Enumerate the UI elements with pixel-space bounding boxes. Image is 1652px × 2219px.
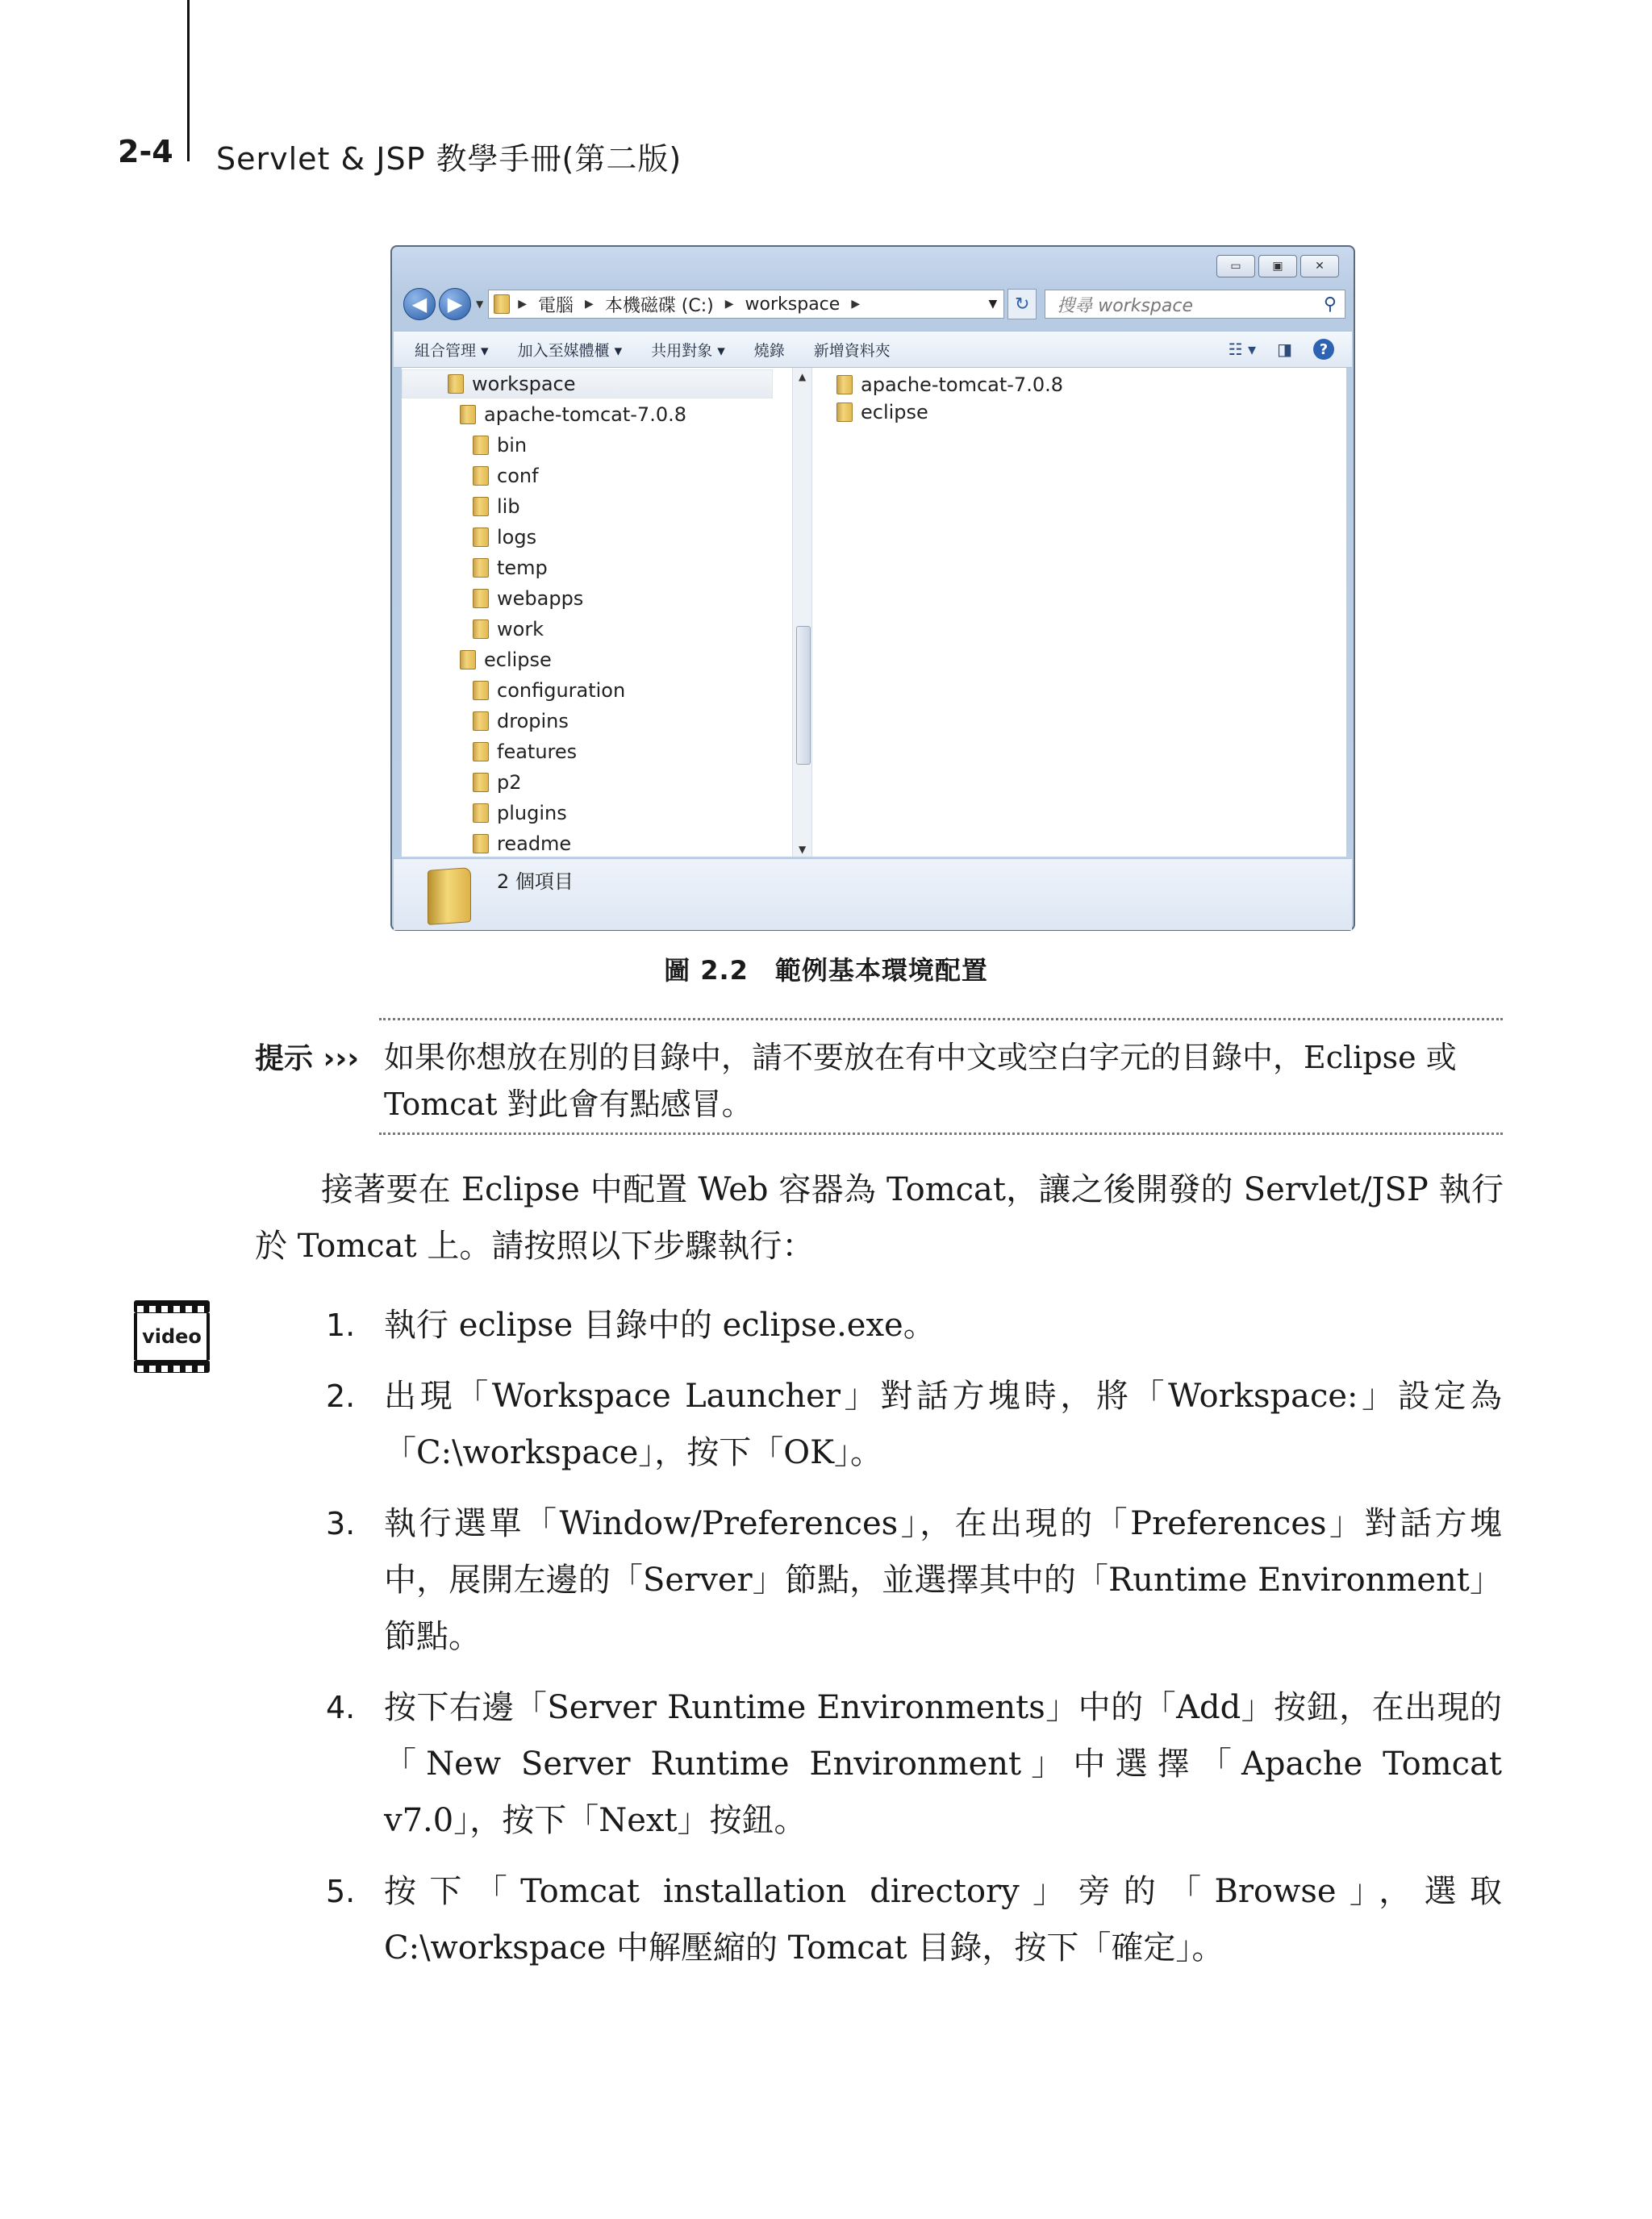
search-placeholder: 搜尋 workspace: [1057, 295, 1194, 316]
refresh-icon[interactable]: ↻: [1007, 289, 1037, 319]
step-number: 2.: [326, 1379, 356, 1414]
double-chevron-icon: ›››: [313, 1042, 360, 1075]
folder-icon: [473, 742, 489, 761]
command-toolbar: [394, 331, 1352, 368]
step-text: 出現「Workspace Launcher」對話方塊時，將「Workspace:」設定為「C:\workspace」，按下「OK」。: [384, 1378, 1502, 1471]
breadcrumb-drive[interactable]: 本機磁碟 (C:): [604, 295, 714, 316]
chevron-right-icon[interactable]: ▶: [585, 298, 594, 311]
folder-icon: [473, 834, 489, 853]
tip-bottom-divider: [379, 1132, 1503, 1135]
tree-item[interactable]: readme: [473, 829, 571, 857]
tree-item[interactable]: p2: [473, 768, 522, 797]
folder-icon: [460, 650, 476, 669]
tip-text: 如果你想放在別的目錄中，請不要放在有中文或空白字元的目錄中，Eclipse 或 Tomcat 對此會有點感冒。: [384, 1040, 1457, 1122]
navigation-tree: [402, 368, 792, 857]
chevron-right-icon[interactable]: ▶: [724, 298, 734, 311]
folder-icon: [473, 528, 489, 547]
video-icon: [134, 1300, 210, 1376]
scroll-down-icon[interactable]: ▼: [799, 844, 807, 855]
tree-item[interactable]: lib: [473, 492, 520, 521]
folder-icon: [473, 681, 489, 700]
tip-top-divider: [379, 1018, 1503, 1020]
folder-icon: [836, 375, 853, 394]
help-icon[interactable]: ?: [1313, 339, 1334, 360]
step-text: 執行選單「Window/Preferences」，在出現的「Preferences」對話方塊中，展開左邊的「Server」節點，並選擇其中的「Runtime Environment」節點。: [384, 1505, 1502, 1655]
preview-pane-icon[interactable]: ◨: [1277, 340, 1292, 359]
step-text: 按下「Tomcat installation directory」旁的「Browse」，選取 C:\workspace 中解壓縮的 Tomcat 目錄，按下「確定」。: [384, 1873, 1502, 1967]
step-number: 4.: [326, 1690, 356, 1725]
folder-icon: [473, 711, 489, 731]
view-options-icon[interactable]: ☷ ▾: [1228, 340, 1257, 359]
tree-item[interactable]: conf: [473, 461, 539, 490]
window-controls: [1216, 255, 1339, 277]
tree-item[interactable]: dropins: [473, 707, 569, 736]
list-item[interactable]: apache-tomcat-7.0.8: [836, 371, 1063, 398]
chevron-right-icon[interactable]: ▶: [851, 298, 861, 311]
scroll-up-icon[interactable]: ▲: [799, 371, 807, 382]
tree-item[interactable]: features: [473, 737, 577, 766]
tree-item[interactable]: configuration: [473, 676, 625, 705]
step-number: 5.: [326, 1874, 356, 1909]
forward-arrow-icon[interactable]: ▶: [439, 288, 471, 320]
tree-item[interactable]: work: [473, 615, 544, 644]
folder-icon: [494, 294, 510, 314]
folder-icon: [428, 867, 471, 925]
file-list: [811, 368, 1346, 857]
scroll-thumb[interactable]: [796, 626, 811, 765]
book-title: Servlet & JSP 教學手冊(第二版): [216, 141, 682, 177]
figure-caption: 圖 2.2 範例基本環境配置: [664, 955, 988, 986]
folder-icon: [473, 773, 489, 792]
folder-icon: [836, 403, 853, 422]
history-dropdown-icon[interactable]: ▼: [476, 298, 484, 310]
tree-item[interactable]: temp: [473, 553, 548, 582]
step-number: 1.: [326, 1308, 356, 1343]
folder-icon: [473, 803, 489, 823]
back-arrow-icon[interactable]: ◀: [403, 288, 436, 320]
burn-button[interactable]: 燒錄: [753, 341, 785, 360]
breadcrumb-workspace[interactable]: workspace: [745, 294, 841, 315]
step-text: 執行 eclipse 目錄中的 eclipse.exe。: [384, 1307, 936, 1344]
folder-icon: [448, 374, 464, 394]
include-library-button[interactable]: 加入至媒體櫃 ▾: [517, 341, 623, 360]
folder-icon: [473, 466, 489, 486]
address-bar[interactable]: [488, 290, 1004, 319]
breadcrumb-computer[interactable]: 電腦: [538, 295, 574, 316]
intro-paragraph: 接著要在 Eclipse 中配置 Web 容器為 Tomcat，讓之後開發的 Servlet/JSP 執行於 Tomcat 上。請按照以下步驟執行：: [255, 1171, 1504, 1265]
navigation-bar: [403, 287, 1345, 321]
tree-item[interactable]: webapps: [473, 584, 583, 613]
chevron-right-icon[interactable]: ▶: [518, 298, 528, 311]
folder-icon: [473, 619, 489, 639]
header-divider: [187, 0, 190, 161]
step-number: 3.: [326, 1506, 356, 1541]
search-icon[interactable]: ⚲: [1323, 294, 1337, 315]
tree-item[interactable]: apache-tomcat-7.0.8: [460, 400, 686, 429]
folder-icon: [473, 589, 489, 608]
maximize-button[interactable]: ▣: [1258, 255, 1297, 277]
minimize-button[interactable]: ▭: [1216, 255, 1255, 277]
folder-icon: [473, 497, 489, 516]
list-item[interactable]: eclipse: [836, 398, 928, 426]
folder-icon: [473, 436, 489, 455]
step-text: 按下右邊「Server Runtime Environments」中的「Add」按鈕，在出現的「New Server Runtime Environment」中選擇「Apache Tomcat v7.0」，按下「Next」按鈕。: [384, 1689, 1502, 1839]
tree-item[interactable]: logs: [473, 523, 536, 552]
close-button[interactable]: ✕: [1300, 255, 1339, 277]
tree-scrollbar[interactable]: [792, 368, 812, 857]
page-number: 2-4: [118, 134, 173, 169]
tree-item[interactable]: eclipse: [460, 645, 552, 674]
tip-label: 提示 ›››: [255, 1042, 360, 1075]
new-folder-button[interactable]: 新增資料夾: [813, 341, 891, 360]
folder-icon: [460, 405, 476, 424]
video-label: video: [134, 1313, 210, 1360]
details-pane: [394, 858, 1352, 930]
folder-icon: [473, 558, 489, 578]
address-dropdown-icon[interactable]: ▼: [988, 298, 998, 311]
search-input[interactable]: [1045, 290, 1345, 319]
organize-button[interactable]: 組合管理 ▾: [415, 341, 489, 360]
explorer-window: [390, 245, 1355, 931]
item-count: 2 個項目: [497, 870, 574, 893]
tree-item[interactable]: workspace: [402, 369, 773, 398]
tree-item[interactable]: plugins: [473, 799, 567, 828]
share-with-button[interactable]: 共用對象 ▾: [651, 341, 725, 360]
tree-item[interactable]: bin: [473, 431, 527, 460]
